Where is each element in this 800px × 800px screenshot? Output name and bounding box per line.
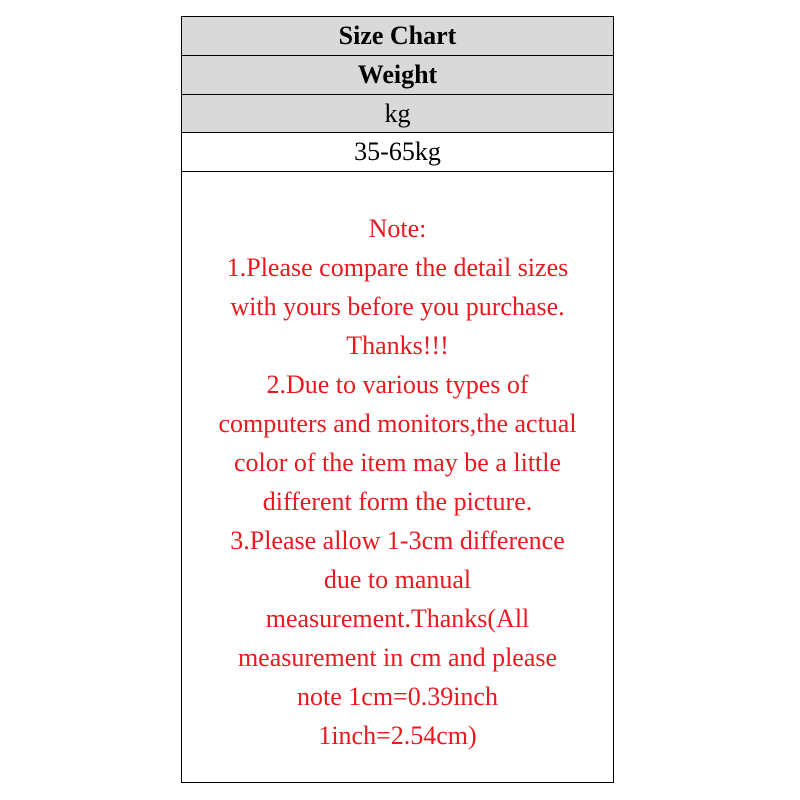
note-line: 2.Due to various types of [266, 370, 529, 399]
note-line: 3.Please allow 1-3cm difference [230, 526, 565, 555]
note-line: due to manual [323, 565, 472, 594]
unit-label: kg [182, 95, 613, 133]
weight-header: Weight [182, 56, 613, 95]
note-line: color of the item may be a little [233, 448, 562, 477]
note-line: measurement in cm and please [237, 643, 558, 672]
note-line: Thanks!!! [346, 331, 449, 360]
note-line: computers and monitors,the actual [218, 409, 577, 438]
table-title: Size Chart [182, 17, 613, 56]
note-line: measurement.Thanks(All [265, 604, 530, 633]
note-line: different form the picture. [262, 487, 533, 516]
note-heading: Note: [368, 214, 427, 243]
note-line: 1inch=2.54cm) [318, 721, 477, 750]
note-line: 1.Please compare the detail sizes [226, 253, 569, 282]
weight-range-value: 35-65kg [182, 133, 613, 172]
note-block [182, 209, 613, 755]
size-chart-table [181, 16, 614, 783]
note-line: with yours before you purchase. [230, 292, 565, 321]
note-line: note 1cm=0.39inch [297, 682, 498, 711]
